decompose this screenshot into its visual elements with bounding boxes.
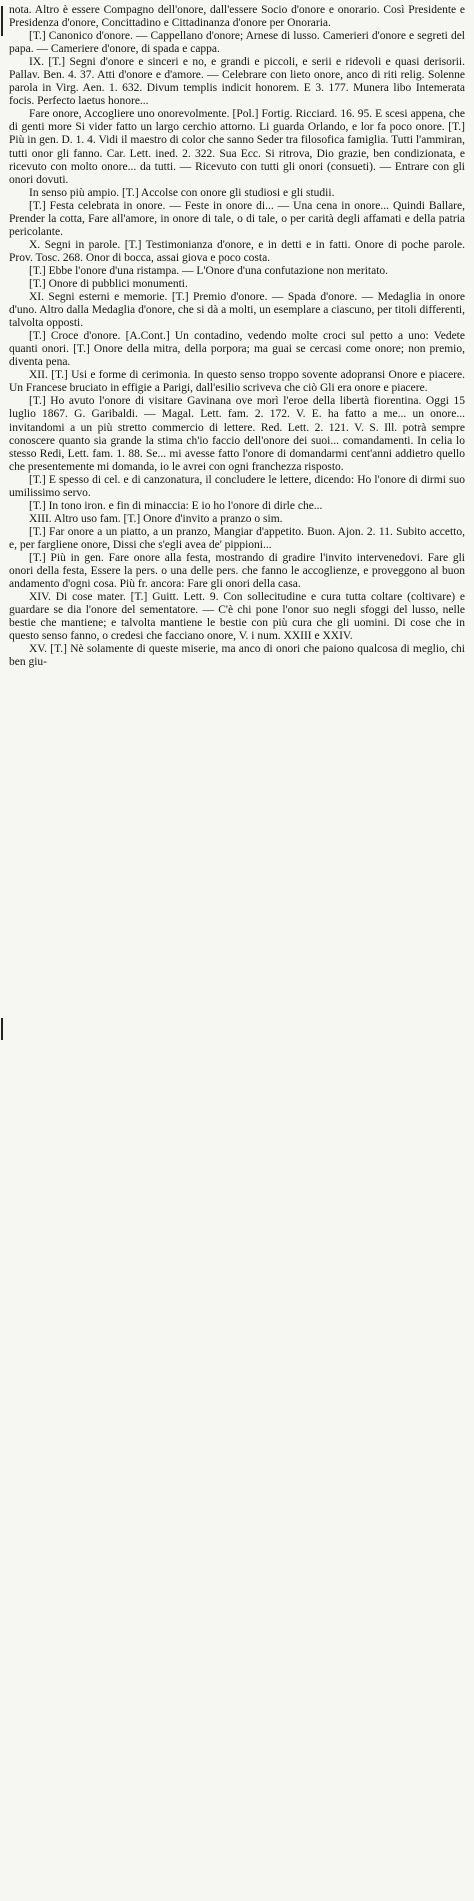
entry-paragraph: [T.] Ebbe l'onore d'una ristampa. — L'Onore d'una confutazione non meritato.	[29, 264, 389, 277]
entry-paragraph: [T.] Onore di pubblici monumenti.	[29, 277, 188, 290]
margin-rule	[1, 1018, 3, 1040]
entry-paragraph: [T.] Festa celebrata in onore. — Feste in onore di... — Una cena in onore... Quindi Ballare, Prender la cotta, Fare all'amore, in onore di tale, o di tale, o per carità degli affamati e della patria pericolante.	[9, 199, 465, 238]
entry-paragraph: XIV. Di cose mater. [T.] Guitt. Lett. 9. Con sollecitudine e cura tutta coltare (coltivare) e guardare se dia l'onore del sementatore. — C'è chi pone l'onor suo negli sfoggi del lusso, nelle bestie che mantiene; e talvolta mantiene le bestie con più cura che gli uomini. Di cose che in questo senso fanno, o credesi che facciano onore, V. i num. XXIII e XXIV.	[9, 591, 465, 643]
entry-paragraph: IX. [T.] Segni d'onore e sinceri e no, e grandi e piccoli, e serii e ridevoli e quasi derisorii. Pallav. Ben. 4. 37. Atti d'onore e d'amore. — Celebrare con lieto onore, anco di riti relig. Solenne parola in Virg. Aen. 1. 632. Divum templis indicit honorem. E 3. 177. Munera libo Intemerata focis. Perfecto laetus honore...	[9, 56, 465, 108]
entry-paragraph: XIII. Altro uso fam. [T.] Onore d'invito a pranzo o sim.	[29, 512, 283, 525]
entry-paragraph: XI. Segni esterni e memorie. [T.] Premio d'onore. — Spada d'onore. — Medaglia in onore d'uno. Altro dalla Medaglia d'onore, che si dà a molti, un esemplare a ciascuno, per titoli differenti, talvolta opposti.	[9, 291, 465, 330]
entry-paragraph: [T.] Croce d'onore. [A.Cont.] Un contadino, vedendo molte croci sul petto a uno: Vedete quanti onori. [T.] Onore della mitra, della porpora; ma guai se cercasi come onore; non premio, diventa pena.	[9, 330, 465, 369]
entry-paragraph: [T.] Ho avuto l'onore di visitare Gavinana ove morì l'eroe della libertà fiorentina. Oggi 15 luglio 1867. G. Garibaldi. — Magal. Lett. fam. 2. 172. V. E. ha fatto a me... un onore... invitandomi a un più stretto commercio di lettere. Red. Lett. 2. 121. V. S. Ill. potrà sempre conoscere quanto sia grande la stima ch'io faccio dell'onore dei suoi... comandamenti. In celia lo stesso Redi, Lett. fam. 1. 88. Se... mi avesse fatto l'onore di domandarmi cent'anni addietro quello che presentemente mi domanda, io le avrei con ogni franchezza risposto.	[9, 395, 465, 473]
margin-rule	[1, 6, 3, 36]
entry-paragraph: nota. Altro è essere Compagno dell'onore, dall'essere Socio d'onore e onorario. Così Presidente e Presidenza d'onore, Concittadino e Cittadinanza d'onore per Onoraria.	[9, 4, 465, 30]
entry-paragraph: In senso più ampio. [T.] Accolse con onore gli studiosi e gli studii.	[29, 186, 335, 199]
entry-paragraph: X. Segni in parole. [T.] Testimonianza d'onore, e in detti e in fatti. Onore di poche parole. Prov. Tosc. 268. Onor di bocca, assai giova e poco costa.	[9, 238, 465, 264]
entry-paragraph: [T.] Far onore a un piatto, a un pranzo, Mangiar d'appetito. Buon. Ajon. 2. 11. Subito accetto, e, per fargliene onore, Dissi che s'egli avea de' pippioni...	[9, 525, 465, 551]
entry-paragraph: Fare onore, Accogliere uno onorevolmente. [Pol.] Fortig. Ricciard. 16. 95. E scesi appena, che di genti more Si vider fatto un largo cerchio attorno. Li guarda Orlando, e lor fa poco onore. [T.] Più in gen. D. 1. 4. Vidi il maestro di color che sanno Seder tra filosofica famiglia. Tutti l'ammiran, tutti onor gli fanno. Car. Lett. ined. 2. 322. Sua Ecc. Si ritrova, Dio grazie, ben condizionata, e ricevuto con molto onore... da tutti. — Ricevuto con tutti gli onori (consueti). — Entrare con gli onori dovuti.	[9, 108, 465, 186]
entry-paragraph: [T.] Più in gen. Fare onore alla festa, mostrando di gradire l'invito intervenedovi. Fare gli onori della festa, Essere la pers. o una delle pers. che fanno le accoglienze, e proveggono al buon andamento d'ogni cosa. Più fr. ancora: Fare gli onori della casa.	[9, 551, 465, 591]
entry-paragraph: [T.] Canonico d'onore. — Cappellano d'onore; Arnese di lusso. Camerieri d'onore e segreti del papa. — Cameriere d'onore, di spada e cappa.	[9, 30, 465, 56]
entry-paragraph: [T.] In tono iron. e fin di minaccia: E io ho l'onore di dirle che...	[29, 499, 323, 512]
entry-paragraph: XV. [T.] Nè solamente di queste miserie, ma anco di onori che paiono qualcosa di meglio, chi ben giu-	[9, 643, 465, 669]
entry-paragraph: [T.] E spesso di cel. e di canzonatura, il concludere le lettere, dicendo: Ho l'onore di dirmi suo umilissimo servo.	[9, 473, 465, 499]
entry-paragraph: XII. [T.] Usi e forme di cerimonia. In questo senso troppo sovente adopransi Onore e piacere. Un Francese bruciato in effigie a Parigi, dall'esilio scriveva che ciò Gli era onore e piacere.	[9, 369, 465, 395]
